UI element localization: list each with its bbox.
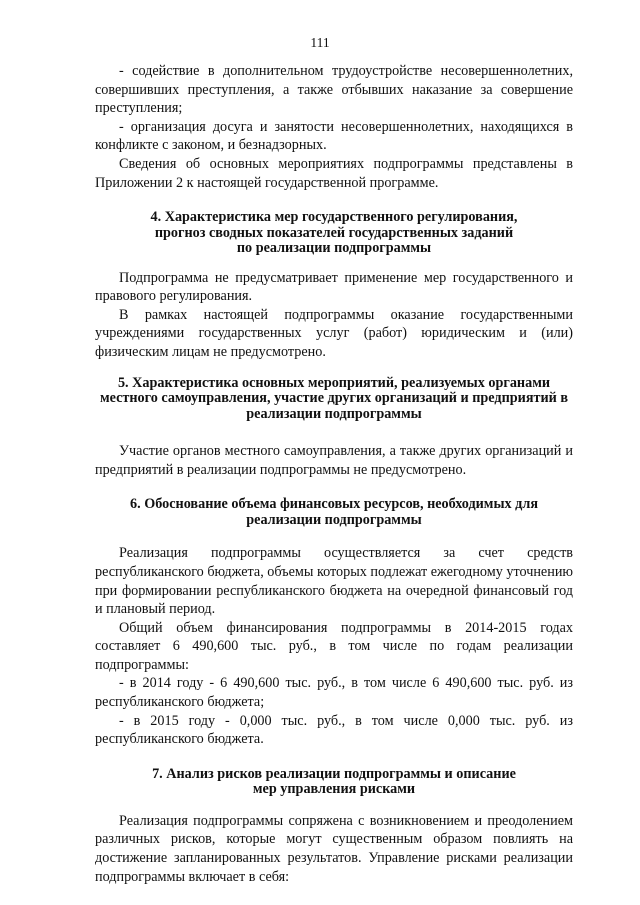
section-4-paragraph-1: Подпрограмма не предусматривает применение мер государственного и правового регулирования. bbox=[95, 269, 573, 305]
section-5-paragraph-1: Участие органов местного самоуправления, а также других организаций и предприятий в реализации подпрограммы не предусмотрено. bbox=[95, 443, 573, 478]
section-4-paragraph-2: В рамках настоящей подпрограммы оказание государственными учреждениями государственных услуг (работ) юридическим и (или) физическим лицам не предусмотрено. bbox=[95, 306, 573, 361]
section-5-heading: 5. Характеристика основных мероприятий, реализуемых органами местного самоуправления, участие других организаций и предприятий в реализации подпрограммы bbox=[99, 374, 569, 422]
list-item-employment: - содействие в дополнительном трудоустройстве несовершеннолетних, совершивших преступления, а также отбывших наказание за совершение преступления; bbox=[95, 63, 573, 117]
list-item-leisure: - организация досуга и занятости несовершеннолетних, находящихся в конфликте с законом, и безнадзорных. bbox=[95, 118, 573, 154]
section-6-paragraph-2: Общий объем финансирования подпрограммы в 2014-2015 годах составляет 6 490,600 тыс. руб., в том числе по годам реализации подпрограммы: bbox=[95, 619, 573, 673]
section-6-paragraph-1: Реализация подпрограммы осуществляется за счет средств республиканского бюджета, объемы которых подлежат ежегодному уточнению при формировании республиканского бюджета на очередной финансовый год и плановый период. bbox=[95, 545, 574, 618]
page-number: 111 bbox=[310, 35, 330, 50]
section-6-heading: 6. Обоснование объема финансовых ресурсов, необходимых для реализации подпрограммы bbox=[130, 496, 538, 528]
section-7-heading: 7. Анализ рисков реализации подпрограммы и описание мер управления рисками bbox=[152, 765, 516, 798]
section-4-heading: 4. Характеристика мер государственного регулирования, прогноз сводных показателей государственных заданий по реализации подпрограммы bbox=[150, 209, 518, 257]
page-content bbox=[95, 62, 573, 886]
section-7-paragraph-1: Реализация подпрограммы сопряжена с возникновением и преодолением различных рисков, которые могут существенным образом повлиять на достижение запланированных результатов. Управление рисками реализации подпрограммы включает в себя: bbox=[95, 812, 573, 885]
paragraph-appendix-ref: Сведения об основных мероприятиях подпрограммы представлены в Приложении 2 к настоящей государственной программе. bbox=[95, 155, 573, 191]
section-6-year-2015: - в 2015 году - 0,000 тыс. руб., в том числе 0,000 тыс. руб. из республиканского бюджета. bbox=[95, 712, 573, 748]
section-6-year-2014: - в 2014 году - 6 490,600 тыс. руб., в том числе 6 490,600 тыс. руб. из республиканского бюджета; bbox=[95, 675, 573, 711]
